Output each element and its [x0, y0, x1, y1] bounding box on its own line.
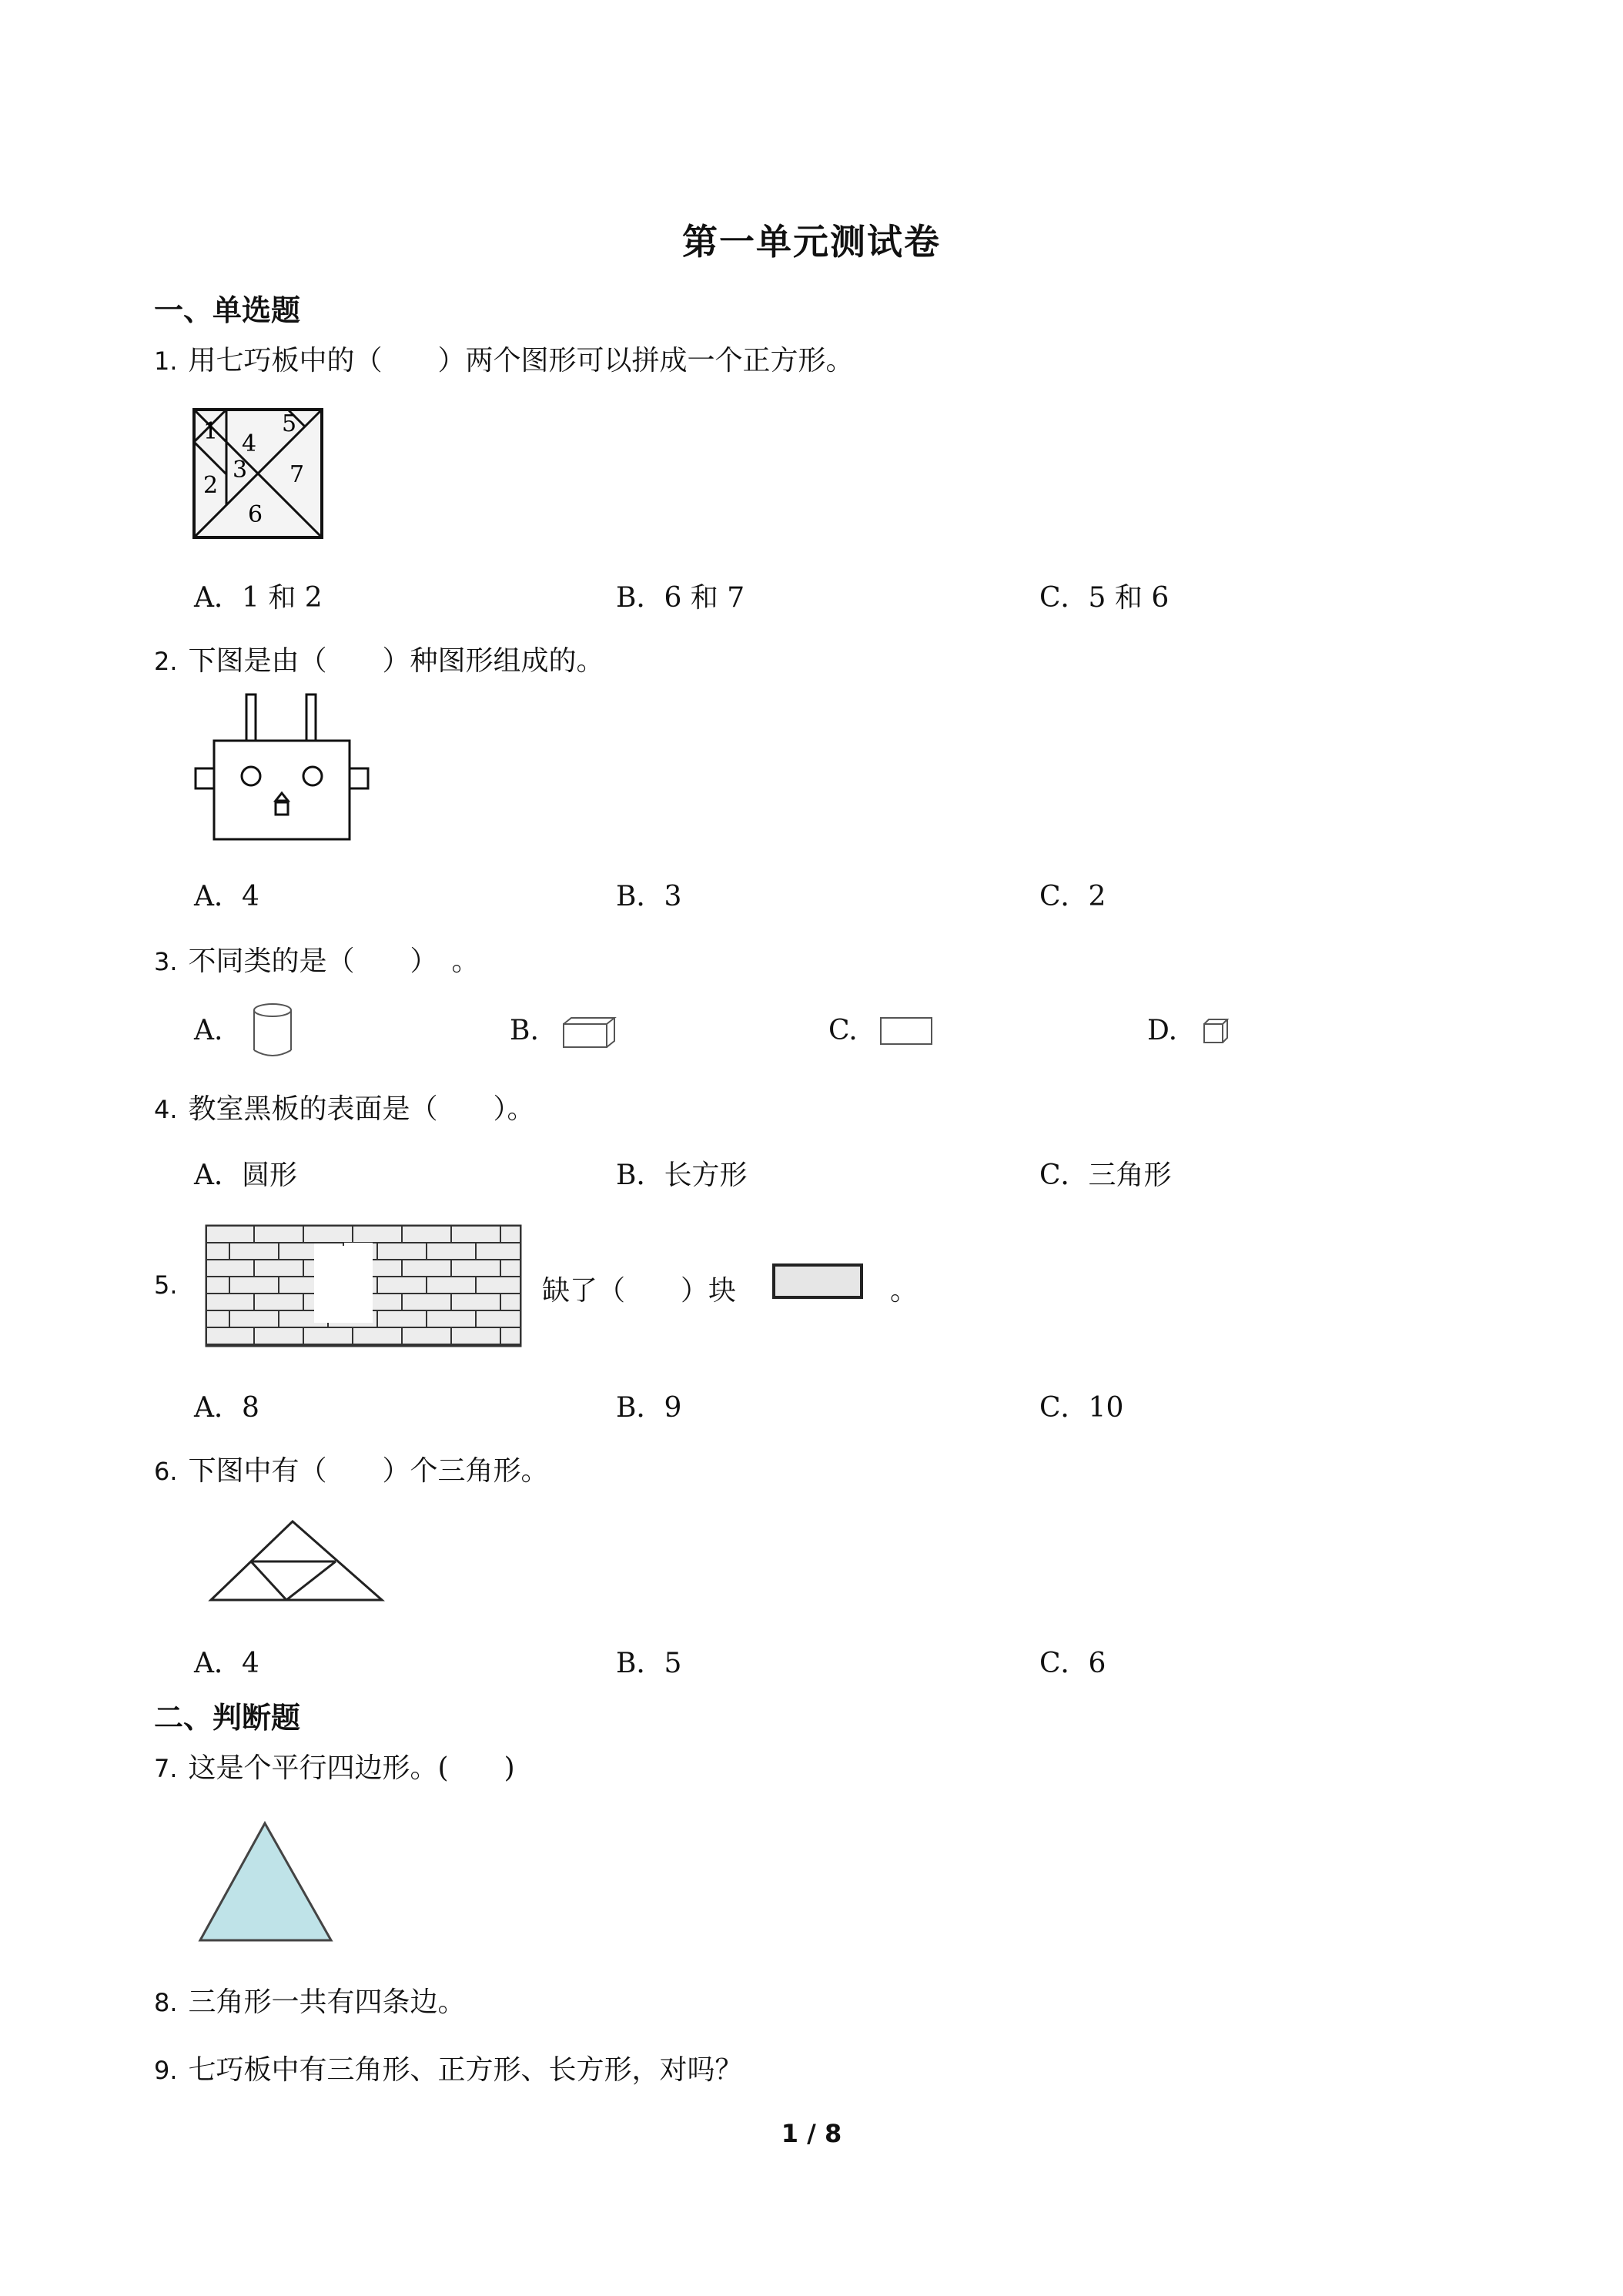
question-number: 1.	[154, 346, 178, 376]
q2-option-c: C．2	[1039, 881, 1106, 912]
wall-brick	[500, 1327, 520, 1344]
q2-option-a: A．4	[194, 881, 259, 912]
triangle-figure	[197, 1820, 336, 1945]
wall-brick	[402, 1226, 451, 1243]
wall-brick	[402, 1294, 451, 1310]
wall-brick	[500, 1294, 520, 1310]
question-text: 三角形一共有四条边。	[188, 1986, 466, 2018]
wall-brick	[206, 1327, 254, 1344]
question-6	[154, 1449, 549, 1488]
question-text: 下图是由（ ）种图形组成的。	[188, 645, 604, 677]
q2-option-b: B．3	[616, 881, 682, 912]
cube-icon	[1201, 1016, 1232, 1047]
question-text: 用七巧板中的（ ）两个图形可以拼成一个正方形。	[188, 345, 854, 377]
q6-option-b: B．5	[616, 1648, 682, 1679]
q1-option-a: A．1 和 2	[194, 582, 323, 614]
q5-option-b: B．9	[616, 1392, 682, 1424]
q1-option-b: B．6 和 7	[616, 582, 745, 614]
wall-brick	[254, 1226, 303, 1243]
wall-brick	[254, 1294, 303, 1310]
wall-brick	[427, 1243, 476, 1260]
tangram-label-3: 3	[233, 457, 248, 484]
wall-brick	[476, 1243, 520, 1260]
q4-option-c: C．三角形	[1039, 1160, 1172, 1191]
question-number: 8.	[154, 1988, 178, 2017]
cuboid-icon	[561, 1015, 616, 1050]
q1-option-c: C．5 和 6	[1039, 582, 1170, 614]
question-text: 不同类的是（ ） 。	[188, 946, 480, 977]
wall-brick	[377, 1277, 427, 1294]
q3-option-c: C.	[828, 1015, 858, 1046]
tangram-figure	[192, 408, 325, 539]
q5-option-a: A．8	[194, 1392, 259, 1424]
question-9	[154, 2048, 743, 2087]
wall-brick	[427, 1310, 476, 1327]
tangram-label-7: 7	[289, 461, 305, 488]
wall-brick	[500, 1226, 520, 1243]
wall-brick	[206, 1226, 254, 1243]
question-5-end: 。	[890, 1275, 919, 1307]
question-5-text: 缺了（ ）块	[542, 1275, 737, 1307]
question-text: 下图中有（ ）个三角形。	[188, 1455, 549, 1487]
wall-brick	[229, 1310, 279, 1327]
wall-brick	[451, 1260, 500, 1277]
brick-wall-figure	[205, 1224, 524, 1349]
question-number: 7.	[154, 1754, 178, 1783]
wall-brick	[451, 1327, 500, 1344]
question-number: 6.	[154, 1457, 178, 1486]
question-number: 5.	[154, 1270, 178, 1300]
wall-brick	[402, 1260, 451, 1277]
wall-brick	[206, 1310, 229, 1327]
triangles-figure	[208, 1518, 387, 1605]
wall-brick	[451, 1294, 500, 1310]
wall-brick	[402, 1327, 451, 1344]
question-number: 9.	[154, 2056, 178, 2085]
wall-brick	[229, 1277, 279, 1294]
wall-brick	[206, 1294, 254, 1310]
tangram-label-5: 5	[282, 410, 297, 437]
q5-option-c: C．10	[1039, 1392, 1124, 1424]
section-heading-true-false: 二、判断题	[154, 1701, 301, 1735]
tangram-label-2: 2	[203, 472, 219, 499]
wall-brick	[254, 1260, 303, 1277]
cylinder-icon	[251, 1002, 297, 1059]
q6-option-c: C．6	[1039, 1648, 1106, 1679]
wall-brick	[206, 1260, 254, 1277]
question-5-number	[154, 1269, 189, 1300]
question-number: 3.	[154, 947, 178, 976]
tangram-label-4: 4	[242, 430, 257, 457]
question-3	[154, 939, 480, 979]
brick-icon	[771, 1263, 865, 1301]
wall-brick	[206, 1277, 229, 1294]
section-heading-single-choice: 一、单选题	[154, 293, 301, 327]
question-4	[154, 1087, 535, 1126]
page-number: 1 / 8	[781, 2119, 842, 2148]
q3-option-b: B.	[510, 1015, 539, 1046]
question-8	[154, 1980, 466, 2020]
wall-brick	[476, 1277, 520, 1294]
wall-brick	[303, 1327, 353, 1344]
question-number: 2.	[154, 647, 178, 676]
wall-brick	[377, 1310, 427, 1327]
wall-brick	[476, 1310, 520, 1327]
wall-brick	[303, 1226, 353, 1243]
question-text: 七巧板中有三角形、正方形、长方形，对吗？	[188, 2054, 743, 2086]
question-2	[154, 639, 604, 678]
question-number: 4.	[154, 1095, 178, 1124]
wall-brick	[254, 1327, 303, 1344]
wall-brick	[500, 1260, 520, 1277]
tangram-label-1: 1	[203, 418, 219, 445]
page-title: 第一单元测试卷	[682, 221, 941, 263]
q3-option-d: D.	[1147, 1015, 1178, 1046]
wall-brick	[353, 1226, 402, 1243]
wall-brick	[353, 1327, 402, 1344]
wall-brick	[206, 1243, 229, 1260]
wall-brick	[451, 1226, 500, 1243]
question-text: 教室黑板的表面是（ ）。	[188, 1093, 535, 1125]
tangram-label-6: 6	[248, 501, 263, 528]
robot-figure	[192, 693, 377, 847]
q6-option-a: A．4	[194, 1648, 259, 1679]
wall-brick	[427, 1277, 476, 1294]
q4-option-a: A．圆形	[194, 1160, 297, 1191]
wall-brick	[377, 1243, 427, 1260]
question-text: 这是个平行四边形。( )	[188, 1752, 515, 1784]
q4-option-b: B．长方形	[616, 1160, 748, 1191]
wall-brick	[229, 1243, 279, 1260]
question-1	[154, 339, 854, 378]
rectangle-icon	[878, 1015, 935, 1047]
q3-option-a: A.	[194, 1015, 223, 1046]
question-7	[154, 1746, 515, 1786]
